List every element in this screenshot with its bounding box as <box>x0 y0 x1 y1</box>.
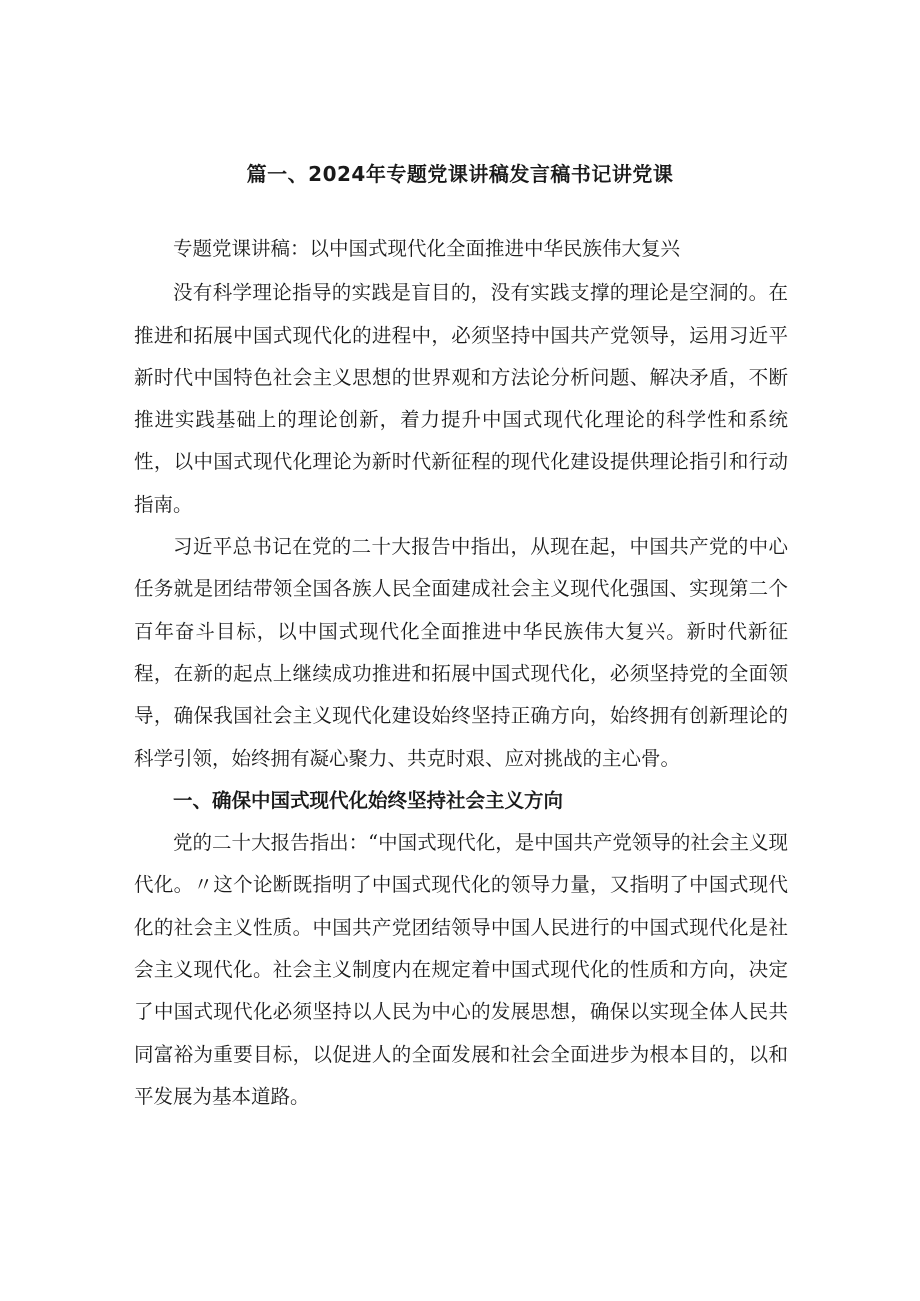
paragraph: 习近平总书记在党的二十大报告中指出，从现在起，中国共产党的中心任务就是团结带领全国各族人民全面建成社会主义现代化强国、实现第二个百年奋斗目标，以中国式现代化全面推进中华民族伟大复兴。新时代新征程，在新的起点上继续成功推进和拓展中国式现代化，必须坚持党的全面领导，确保我国社会主义现代化建设始终坚持正确方向，始终拥有创新理论的科学引领，始终拥有凝心聚力、共克时艰、应对挑战的主心骨。 <box>134 535 788 770</box>
document-subtitle: 专题党课讲稿：以中国式现代化全面推进中华民族伟大复兴 <box>173 237 681 260</box>
paragraph: 没有科学理论指导的实践是盲目的，没有实践支撑的理论是空洞的。在推进和拓展中国式现代化的进程中，必须坚持中国共产党领导，运用习近平新时代中国特色社会主义思想的世界观和方法论分析问题、解决矛盾，不断推进实践基础上的理论创新，着力提升中国式现代化理论的科学性和系统性，以中国式现代化理论为新时代新征程的现代化建设提供理论指引和行动指南。 <box>134 281 788 516</box>
paragraph: 党的二十大报告指出：“中国式现代化，是中国共产党领导的社会主义现代化。〃这个论断既指明了中国式现代化的领导力量，又指明了中国式现代化的社会主义性质。中国共产党团结领导中国人民进行的中国式现代化是社会主义现代化。社会主义制度内在规定着中国式现代化的性质和方向，决定了中国式现代化必须坚持以人民为中心的发展思想，确保以实现全体人民共同富裕为重要目标，以促进人的全面发展和社会全面进步为根本目的，以和平发展为基本道路。 <box>134 831 788 1108</box>
document-title: 篇一、2024年专题党课讲稿发言稿书记讲党课 <box>246 162 674 186</box>
document-body <box>134 226 788 1118</box>
section-heading: 一、确保中国式现代化始终坚持社会主义方向 <box>173 788 564 812</box>
